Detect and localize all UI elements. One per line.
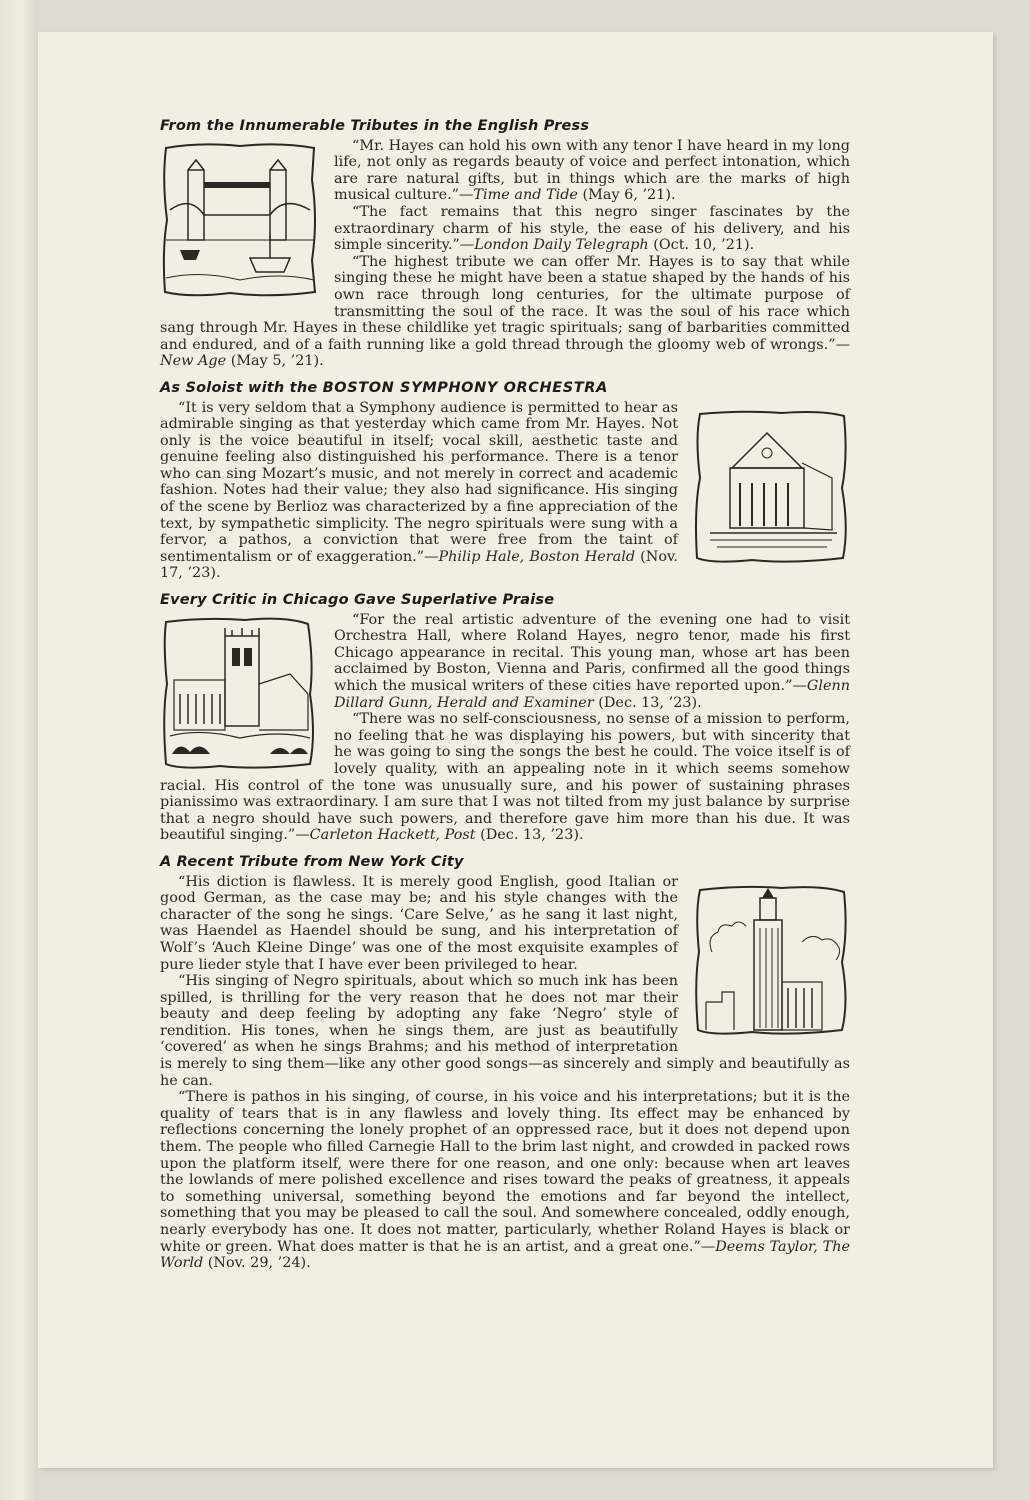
source-name: New Age: [160, 353, 227, 370]
source-name: London Daily Telegraph: [474, 237, 649, 254]
section-boston-symphony: [160, 380, 850, 582]
source-date: (Dec. 13, ’23).: [475, 827, 584, 844]
source-name: Time and Tide: [473, 187, 578, 204]
symphony-hall-illustration: [692, 408, 850, 566]
source-name: Philip Hale, Boston Herald: [438, 548, 636, 565]
section-english-press: [160, 118, 850, 370]
source-name: Deems Taylor, The World: [160, 1238, 850, 1272]
quote-herald-examiner: “For the real artistic adventure of the evening one had to visit Orchestra Hall, where Roland Hayes, negro tenor, made his first Chicago appearance in recital. This young man, whose art has been acclaimed by Boston, Vienna and Paris, confirmed all the good things which the musical writers of these cities have reported upon.”—: [334, 611, 850, 694]
chicago-tower-illustration: [160, 614, 320, 772]
brochure-page: [38, 32, 993, 1468]
section-heading: As Soloist with the BOSTON SYMPHONY ORCHESTRA: [160, 379, 608, 396]
page-content: [160, 118, 850, 1282]
source-date: (Nov. 17, ’23).: [160, 548, 678, 582]
quote-boston-herald: “It is very seldom that a Symphony audience is permitted to hear as admirable singing as that yesterday which came from Mr. Hayes. Not only is the voice beautiful in itself; vocal skill, aesthetic taste and genuine feeling also distinguished his performance. There is a tenor who can sing Mozart’s music, and not merely in correct and academic fashion. Notes had their value; they also had significance. His singing of the scene by Berlioz was characterized by a fine appreciation of the text, by sympathetic simplicity. The negro spirituals were sung with a fervor, a pathos, a conviction that were free from the taint of sentimentalism or of exaggeration.”—: [160, 399, 678, 565]
quote-world-spirituals: “His singing of Negro spirituals, about which so much ink has been spilled, is thrilling for the very reason that he does not mar their beauty and deep feeling by adopting any fake ‘Negro’ style of rendition. His tones, when he sings them, are just as beautifully ‘covered’ as when he sings Brahms; and his method of interpretation is merely to sing them—like any other good songs—as sincerely and simply and beautifully as he can.: [160, 973, 850, 1089]
source-date: (Dec. 13, ’23).: [593, 694, 702, 711]
quote-time-and-tide: “Mr. Hayes can hold his own with any tenor I have heard in my long life, not only as regards beauty of voice and perfect intonation, which are rare natural gifts, but in things which are the marks of high musical culture.”—: [334, 137, 850, 204]
quote-daily-telegraph: “The fact remains that this negro singer fascinates by the extraordinary charm of his style, the ease of his delivery, and his simple sincerity.”—: [334, 203, 850, 254]
quote-new-age: “The highest tribute we can offer Mr. Hayes is to say that while singing these he might have been a statue shaped by the hands of his own race through long centuries, for the ultimate purpose of transmitting the soul of the race. It was the soul of his race which sang through Mr. Hayes in these childlike yet tragic spirituals; sang of barbarities committed and endured, and of a faith running like a gold thread through the gloomy web of wrongs.”—: [160, 253, 850, 353]
source-name: Carleton Hackett, Post: [309, 827, 476, 844]
quote-chicago-post: “There was no self-consciousness, no sense of a mission to perform, no feeling that he was displaying his powers, but with sincerity that he was going to sing the songs the best he could. The voice itself is of lovely quality, with an appealing note in it which seems somehow racial. His control of the tone was unusually sure, and his power of sustaining phrases pianissimo was extraordinary. I am sure that I was not tilted from my just balance by surprise that a negro should have such powers, and therefore gave him more than his due. It was beautiful singing.”—: [160, 711, 850, 844]
section-heading: A Recent Tribute from New York City: [160, 853, 464, 870]
facing-page-edge: [0, 0, 38, 1500]
quote-world-pathos: “There is pathos in his singing, of course, in his voice and his interpretations; but it is the quality of tears that is in any flawless and lovely thing. Its effect may be enhanced by reflections concerning the lonely prophet of an oppressed race, but it does not depend upon them. The people who filled Carnegie Hall to the brim last night, and crowded in packed rows upon the platform itself, were there for one reason, and one only: because when art leaves the lowlands of mere polished excellence and rises toward the peaks of greatness, it appeals to something universal, something beyond the emotions and far beyond the intellect, something that you may be pleased to call the soul. And somewhere concealed, oddly enough, nearly everybody has one. It does not matter, particularly, whether Roland Hayes is black or white or green. What does matter is that he is an artist, and a great one.”—: [160, 1089, 850, 1255]
tower-bridge-illustration: [160, 140, 320, 300]
source-date: (Oct. 10, ’21).: [648, 237, 755, 254]
source-date: (Nov. 29, ’24).: [203, 1255, 311, 1272]
section-chicago: [160, 592, 850, 844]
section-new-york: [160, 854, 850, 1272]
section-heading: Every Critic in Chicago Gave Superlative Praise: [160, 592, 555, 609]
source-date: (May 5, ’21).: [226, 353, 324, 370]
section-heading: From the Innumerable Tributes in the English Press: [160, 118, 590, 134]
source-date: (May 6, ’21).: [577, 187, 676, 204]
skyscraper-illustration: [692, 882, 850, 1037]
source-name: Glenn Dillard Gunn, Herald and Examiner: [334, 678, 850, 711]
quote-world-diction: “His diction is flawless. It is merely good English, good Italian or good German, as the case may be; and his style changes with the character of the song he sings. ‘Care Selve,’ as he sang it last night, was Haendel as Haendel should be sung, and his interpretation of Wolf’s ‘Auch Kleine Dinge’ was one of the most exquisite examples of pure lieder style that I have ever been privileged to hear.: [160, 873, 678, 973]
